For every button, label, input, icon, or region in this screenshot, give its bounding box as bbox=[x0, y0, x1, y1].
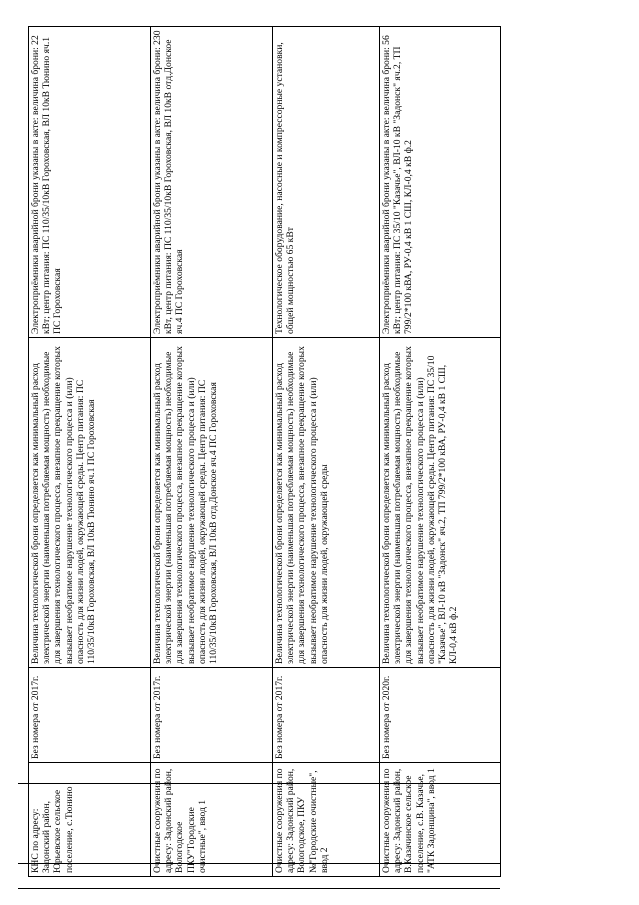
description-cell: Величина технологической брони определяется как минимальный расход электрической энергии (наименьшая потребляемая мощность) необходимые для завершения технологического процесса, внезапное прекращение которых вызывает необратимое нарушение технологического процесса и (или) опасность для жизни людей, окружающей среды bbox=[273, 338, 380, 668]
table-row bbox=[273, 27, 380, 877]
description-cell: Величина технологической брони определяется как минимальный расход электрической энергии (наименьшая потребляемая мощность) необходимые для завершения технологического процесса, внезапное прекращение которых вызывает необратимое нарушение технологического процесса и (или) опасность для жизни людей, окружающей среды. Центр питания: ПС 35/10 "Казачье", ВЛ-10 кВ "Задонск" яч.2, ТП 799/2*100 кВА, РУ-0,4 кВ 1 СШ, КЛ-0,4 кВ ф.2 bbox=[380, 338, 501, 668]
description-cell: Величина технологической брони определяется как минимальный расход электрической энергии (наименьшая потребляемая мощность) необходимые для завершения технологического процесса, внезапное прекращение которых вызывает необратимое нарушение технологического процесса и (или) опасность для жизни людей, окружающей среды. Центр питания: ПС 110/35/10кВ Гороховская, ВЛ 10кВ отд.Донское яч.4 ПС Гороховская bbox=[151, 338, 273, 668]
table-continuation-line bbox=[18, 888, 500, 889]
deadline-cell: Без номера от 2020г. bbox=[380, 668, 501, 763]
rotated-page-content bbox=[28, 27, 500, 877]
table-row bbox=[380, 27, 501, 877]
object-cell: Очистные сооружения по адресу: Задонский район, В.Казачинское сельское поселение, с.В. Казачье, "АТК Задонщина", ввод 1 bbox=[380, 763, 501, 877]
object-cell: Очистные сооружения по адресу: Задонский район, Вологодское ПКУ"Городские очистные", ввод 1 bbox=[151, 763, 273, 877]
reservation-table bbox=[28, 26, 501, 877]
deadline-cell: Без номера от 2017г. bbox=[273, 668, 380, 763]
description-cell: Величина технологической брони определяется как минимальный расход электрической энергии (наименьшая потребляемая мощность) необходимые для завершения технологического процесса, внезапное прекращение которых вызывает необратимое нарушение технологического процесса и (или) опасность для жизни людей, окружающей среды. Центр питания: ПС 110/35/10кВ Гороховская, ВЛ 10кВ Тюнино яч.1 ПС Гороховская bbox=[29, 338, 151, 668]
deadline-cell: Без номера от 2017г. bbox=[29, 668, 151, 763]
object-cell: КНС по адресу: Задонский район, Юрьевское сельское поселение, с.Тюнино bbox=[29, 763, 151, 877]
table-row bbox=[29, 27, 151, 877]
emergency-cell: Электроприёмники аварийной брони указаны в акте: величина брони: 22 кВт; центр питания: ПС 110/35/10кВ Гороховская, ВЛ 10кВ Тюнино яч.1 ПС Гороховская bbox=[29, 27, 151, 338]
table-row bbox=[151, 27, 273, 877]
emergency-cell: Электроприёмники аварийной брони указаны в акте: величина брони: 230 кВт, центр питания: ПС 110/35/10кВ Гороховская, ВЛ 10кВ отд.Донское яч.4 ПС Гороховская bbox=[151, 27, 273, 338]
emergency-cell: Электроприёмники аварийной брони указаны в акте: величина брони: 56 кВт; центр питания: ПС 35/10 "Казачье", ВЛ-10 кВ "Задонск" яч.2, ТП 799/2*100 кВА, РУ-0,4 кВ 1 СШ, КЛ-0,4 кВ ф.2 bbox=[380, 27, 501, 338]
object-cell: Очистные сооружения по адресу: Задонский район, Вологодское, ПКУ №"Городские очистные", ввод 2 bbox=[273, 763, 380, 877]
emergency-cell: Технологическое оборудование, насосные и компрессорные установки, общей мощностью 65 кВт bbox=[273, 27, 380, 338]
deadline-cell: Без номера от 2017г. bbox=[151, 668, 273, 763]
